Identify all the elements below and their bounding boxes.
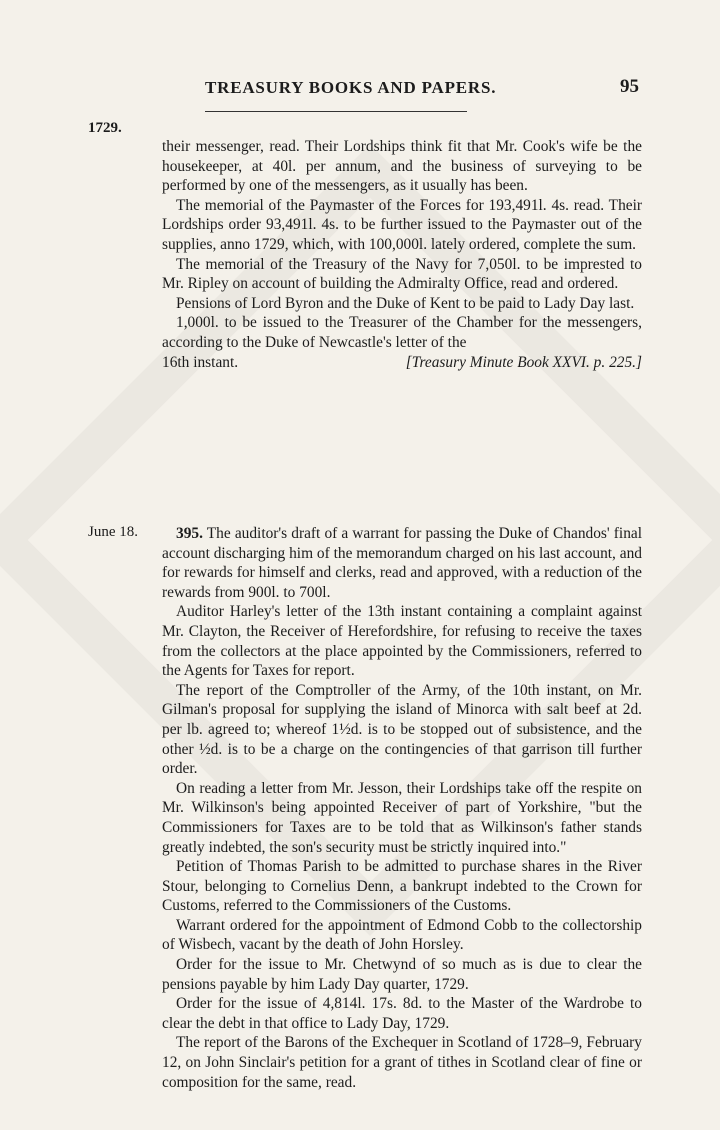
paragraph-text: The auditor's draft of a warrant for passing the Duke of Chandos' final account discharging him of the memorandum charged on his last account, and for rewards for himself and clerks, read and approved, with a reduction of the rewards from 900l. to 700l. bbox=[162, 525, 642, 601]
paragraph: Petition of Thomas Parish to be admitted to purchase shares in the River Stour, belonging to Cornelius Denn, a bankrupt indebted to the Crown for Customs, referred to the Commissioners of the Customs. bbox=[162, 858, 642, 915]
header-rule bbox=[205, 111, 467, 112]
entry-395 bbox=[162, 524, 642, 1092]
paragraph: Auditor Harley's letter of the 13th instant containing a complaint against Mr. Clayton, the Receiver of Herefordshire, for refusing to receive the taxes from the collectors at the place appointed by the Commissioners, referred to the Agents for Taxes for report. bbox=[162, 603, 642, 680]
paragraph: Order for the issue of 4,814l. 17s. 8d. to the Master of the Wardrobe to clear the debt in that office to Lady Day, 1729. bbox=[162, 995, 642, 1032]
paragraph: 1,000l. to be issued to the Treasurer of the Chamber for the messengers, according to the Duke of Newcastle's letter of the bbox=[162, 314, 642, 351]
paragraph-end: 16th instant. bbox=[162, 353, 239, 371]
citation: [Treasury Minute Book XXVI. p. 225.] bbox=[405, 353, 642, 371]
paragraph: The report of the Comptroller of the Army, of the 10th instant, on Mr. Gilman's proposal for supplying the island of Minorca with salt beef at 2d. per lb. agreed to; whereof 1½d. is to be stopped out of subsistence, and the other ½d. is to be a charge on the contingencies of that garrison till further order. bbox=[162, 681, 642, 778]
paragraph: Warrant ordered for the appointment of Edmond Cobb to the collectorship of Wisbech, vacant by the death of John Horsley. bbox=[162, 916, 642, 954]
entry-continuation bbox=[162, 137, 642, 372]
margin-date: June 18. bbox=[88, 524, 138, 540]
entry-number: 395. bbox=[176, 525, 203, 542]
paragraph: The memorial of the Paymaster of the Forces for 193,491l. 4s. read. Their Lordships order 93,491l. 4s. to be further issued to the Paymaster out of the supplies, anno 1729, which, with 100,000l. lately ordered, complete the sum. bbox=[162, 196, 642, 253]
running-header: TREASURY BOOKS AND PAPERS. bbox=[205, 78, 497, 97]
paragraph: The report of the Barons of the Exchequer in Scotland of 1728–9, February 12, on John Sinclair's petition for a grant of tithes in Scotland clear of fine or composition for the same, read. bbox=[162, 1034, 642, 1091]
citation-row bbox=[162, 353, 642, 373]
page-number: 95 bbox=[620, 76, 639, 97]
paragraph bbox=[162, 524, 642, 602]
paragraph: The memorial of the Treasury of the Navy for 7,050l. to be imprested to Mr. Ripley on account of building the Admiralty Office, read and ordered. bbox=[162, 255, 642, 293]
paragraph: Pensions of Lord Byron and the Duke of Kent to be paid to Lady Day last. bbox=[176, 294, 635, 312]
paragraph: Order for the issue to Mr. Chetwynd of so much as is due to clear the pensions payable by him Lady Day quarter, 1729. bbox=[162, 956, 642, 993]
paragraph: their messenger, read. Their Lordships think fit that Mr. Cook's wife be the housekeeper, at 40l. per annum, and the business of surveying to be performed by one of the messengers, as it usually has been. bbox=[162, 138, 642, 195]
paragraph: On reading a letter from Mr. Jesson, their Lordships take off the respite on Mr. Wilkinson's being appointed Receiver of part of Yorkshire, "but the Commissioners for Taxes are to be told that as Wilkinson's father stands greatly indebted, the son's security must be strictly inquired into." bbox=[162, 779, 642, 856]
margin-year: 1729. bbox=[88, 120, 122, 136]
